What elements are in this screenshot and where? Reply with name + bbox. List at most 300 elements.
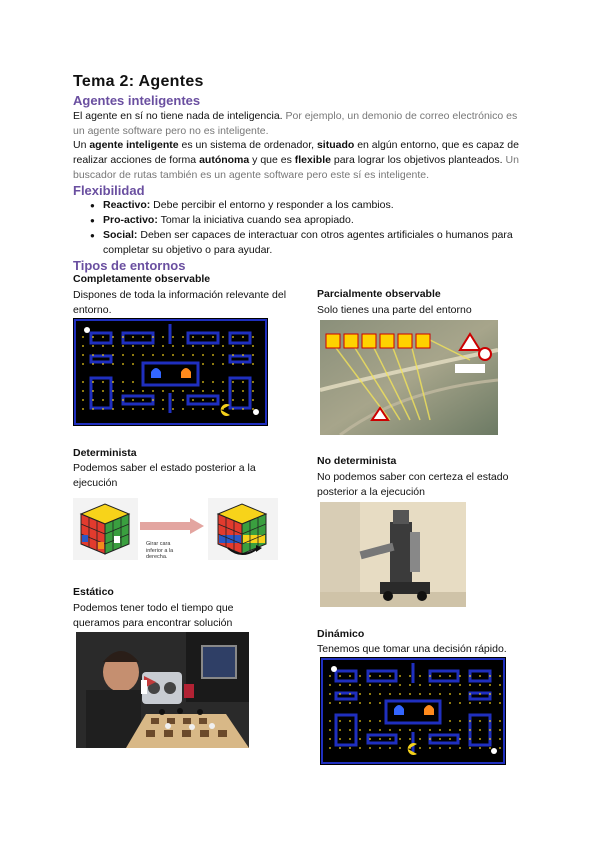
pellet-dot xyxy=(459,693,461,695)
pellet-dot xyxy=(112,381,114,383)
pellet-dot xyxy=(212,363,214,365)
pellet-dot xyxy=(242,399,244,401)
pellet-dot xyxy=(369,747,371,749)
term-agente-inteligente: agente inteligente xyxy=(89,139,179,151)
pellet-dot xyxy=(162,345,164,347)
pellet-dot xyxy=(489,720,491,722)
list-item-term: Social: xyxy=(103,229,138,241)
pellet-dot xyxy=(252,345,254,347)
pellet-dot xyxy=(162,390,164,392)
list-item-text: Debe percibir el entorno y responder a los cambios. xyxy=(150,199,394,211)
pellet-dot xyxy=(339,675,341,677)
pellet-dot xyxy=(122,390,124,392)
pellet-dot xyxy=(102,408,104,410)
list-item xyxy=(73,213,528,228)
pellet-dot xyxy=(339,747,341,749)
rubik-cube-after xyxy=(208,498,278,560)
pellet-dot xyxy=(459,702,461,704)
pellet-dot xyxy=(459,729,461,731)
pellet-dot xyxy=(379,738,381,740)
pellet-dot xyxy=(439,729,441,731)
pellet-dot xyxy=(152,390,154,392)
pellet-dot xyxy=(389,738,391,740)
env-desc-completamente: Dispones de toda la información relevante del entorno. xyxy=(73,289,287,316)
pellet-dot xyxy=(449,747,451,749)
pellet-dot xyxy=(359,729,361,731)
list-item-term: Pro-activo: xyxy=(103,214,158,226)
pellet-dot xyxy=(112,363,114,365)
paragraph-agente-inteligente xyxy=(73,138,528,183)
env-title-no-determinista: No determinista xyxy=(317,455,397,467)
pellet-dot xyxy=(439,693,441,695)
pellet-dot xyxy=(122,363,124,365)
pellet-dot xyxy=(252,381,254,383)
agente-example-2: Un buscador de rutas también es un agente software pero este sí es inteligente. xyxy=(73,154,519,181)
pellet-dot xyxy=(389,675,391,677)
pellet-dot xyxy=(429,738,431,740)
env-desc-estatico: Podemos tener todo el tiempo que queramos para encontrar solución xyxy=(73,602,234,629)
term-situado: situado xyxy=(316,139,355,151)
pellet-dot xyxy=(459,675,461,677)
pellet-dot xyxy=(389,729,391,731)
pellet-dot xyxy=(242,354,244,356)
pellet-dot xyxy=(429,693,431,695)
pellet-dot xyxy=(82,345,84,347)
pellet-dot xyxy=(459,720,461,722)
pellet-dot xyxy=(359,720,361,722)
pellet-dot xyxy=(82,390,84,392)
paragraph-agente-definicion xyxy=(73,109,528,139)
pellet-dot xyxy=(172,408,174,410)
pellet-dot xyxy=(122,381,124,383)
pellet-dot xyxy=(499,738,501,740)
text-fragment: para lograr los objetivos planteados. xyxy=(330,154,503,166)
pellet-dot xyxy=(202,354,204,356)
pellet-dot xyxy=(329,684,331,686)
pellet-dot xyxy=(202,390,204,392)
flexibilidad-list xyxy=(73,198,528,258)
pellet-dot xyxy=(132,381,134,383)
pellet-dot xyxy=(379,693,381,695)
pellet-dot xyxy=(349,738,351,740)
list-item xyxy=(73,198,528,213)
env-title-estatico: Estático xyxy=(73,586,114,598)
pellet-dot xyxy=(102,390,104,392)
pellet-dot xyxy=(112,345,114,347)
pellet-dot xyxy=(252,336,254,338)
pellet-dot xyxy=(242,381,244,383)
pellet-dot xyxy=(359,675,361,677)
pellet-dot xyxy=(399,738,401,740)
pellet-dot xyxy=(242,363,244,365)
pellet-dot xyxy=(479,693,481,695)
pellet-dot xyxy=(82,363,84,365)
rubik-cube-before xyxy=(73,498,138,560)
pellet-dot xyxy=(152,408,154,410)
pellet-dot xyxy=(172,336,174,338)
pellet-dot xyxy=(222,381,224,383)
pellet-dot xyxy=(212,336,214,338)
text-fragment: es un sistema de ordenador, xyxy=(178,139,317,151)
pellet-dot xyxy=(202,399,204,401)
pellet-dot xyxy=(112,390,114,392)
pellet-dot xyxy=(92,390,94,392)
pellet-dot xyxy=(92,408,94,410)
pellet-dot xyxy=(469,684,471,686)
pellet-dot xyxy=(429,675,431,677)
pellet-dot xyxy=(389,684,391,686)
pellet-dot xyxy=(329,738,331,740)
pellet-dot xyxy=(232,381,234,383)
pellet-dot xyxy=(192,336,194,338)
pellet-dot xyxy=(212,381,214,383)
pellet-dot xyxy=(409,738,411,740)
section-heading-entornos: Tipos de entornos xyxy=(73,258,186,273)
pellet-dot xyxy=(212,408,214,410)
pellet-dot xyxy=(132,399,134,401)
pellet-dot xyxy=(369,738,371,740)
pellet-dot xyxy=(102,381,104,383)
pellet-dot xyxy=(359,693,361,695)
pellet-dot xyxy=(112,354,114,356)
pellet-dot xyxy=(132,390,134,392)
pellet-dot xyxy=(379,729,381,731)
pellet-dot xyxy=(132,363,134,365)
pellet-dot xyxy=(489,675,491,677)
pellet-dot xyxy=(92,381,94,383)
pellet-dot xyxy=(202,345,204,347)
pellet-dot xyxy=(459,738,461,740)
pellet-dot xyxy=(419,693,421,695)
arrow-right-icon xyxy=(140,518,205,534)
agente-example: Por ejemplo, un demonio de correo electrónico es un agente software pero no es inteligente. xyxy=(73,110,518,137)
text-fragment: en algún entorno, que es capaz de realizar acciones de forma xyxy=(73,139,519,166)
pellet-dot xyxy=(252,363,254,365)
pellet-dot xyxy=(399,675,401,677)
pellet-dot xyxy=(162,399,164,401)
pellet-dot xyxy=(389,747,391,749)
pellet-dot xyxy=(349,675,351,677)
pellet-dot xyxy=(329,729,331,731)
pellet-dot xyxy=(192,408,194,410)
pellet-dot xyxy=(339,684,341,686)
pellet-dot xyxy=(469,738,471,740)
env-title-determinista: Determinista xyxy=(73,447,137,459)
pellet-dot xyxy=(329,720,331,722)
env-desc-determinista: Podemos saber el estado posterior a la ejecución xyxy=(73,462,256,489)
pellet-dot xyxy=(369,702,371,704)
pellet-dot xyxy=(479,702,481,704)
pellet-dot xyxy=(182,408,184,410)
pellet-dot xyxy=(152,399,154,401)
pellet-dot xyxy=(479,729,481,731)
pellet-dot xyxy=(369,684,371,686)
page-title: Tema 2: Agentes xyxy=(73,73,204,90)
pellet-dot xyxy=(182,345,184,347)
pellet-dot xyxy=(469,702,471,704)
pellet-dot xyxy=(379,684,381,686)
pellet-dot xyxy=(449,720,451,722)
chess-match-icon xyxy=(76,632,249,748)
pellet-dot xyxy=(122,354,124,356)
pellet-dot xyxy=(182,354,184,356)
pellet-dot xyxy=(162,336,164,338)
pellet-dot xyxy=(132,354,134,356)
pellet-dot xyxy=(152,345,154,347)
pellet-dot xyxy=(419,747,421,749)
pellet-dot xyxy=(379,675,381,677)
pellet-dot xyxy=(212,390,214,392)
pellet-dot xyxy=(132,336,134,338)
env-title-parcialmente: Parcialmente observable xyxy=(317,288,441,300)
pellet-dot xyxy=(369,720,371,722)
transition-arrow xyxy=(140,518,205,558)
pellet-dot xyxy=(429,747,431,749)
pellet-dot xyxy=(232,363,234,365)
pellet-dot xyxy=(132,408,134,410)
text-fragment: y que es xyxy=(249,154,295,166)
pellet-dot xyxy=(192,354,194,356)
pellet-dot xyxy=(162,408,164,410)
pellet-dot xyxy=(409,684,411,686)
pellet-dot xyxy=(82,381,84,383)
pellet-dot xyxy=(439,738,441,740)
pellet-dot xyxy=(489,693,491,695)
pellet-dot xyxy=(102,363,104,365)
pellet-dot xyxy=(252,408,254,410)
pellet-dot xyxy=(399,684,401,686)
pellet-dot xyxy=(499,729,501,731)
pellet-dot xyxy=(142,336,144,338)
pellet-dot xyxy=(479,747,481,749)
env-title-completamente: Completamente observable xyxy=(73,273,211,285)
list-item-text: Tomar la iniciativa cuando sea apropiado. xyxy=(157,214,354,226)
pellet-dot xyxy=(479,675,481,677)
pellet-dot xyxy=(479,738,481,740)
pellet-dot xyxy=(222,390,224,392)
pellet-dot xyxy=(142,399,144,401)
chess-photo xyxy=(76,632,249,748)
pellet-dot xyxy=(429,729,431,731)
pellet-dot xyxy=(449,675,451,677)
pellet-dot xyxy=(489,747,491,749)
pellet-dot xyxy=(222,399,224,401)
pellet-dot xyxy=(379,720,381,722)
pellet-dot xyxy=(469,675,471,677)
pellet-dot xyxy=(479,720,481,722)
pellet-dot xyxy=(449,684,451,686)
term-autonoma: autónoma xyxy=(199,154,250,166)
pellet-dot xyxy=(222,354,224,356)
pellet-dot xyxy=(112,336,114,338)
rubik-cube-icon xyxy=(208,498,278,560)
rubik-cube-icon xyxy=(73,498,138,560)
pellet-dot xyxy=(82,399,84,401)
pellet-dot xyxy=(222,345,224,347)
pellet-dot xyxy=(399,747,401,749)
pellet-dot xyxy=(122,336,124,338)
pellet-dot xyxy=(329,693,331,695)
pellet-dot xyxy=(122,408,124,410)
pellet-dot xyxy=(369,693,371,695)
pellet-dot xyxy=(222,336,224,338)
aerial-map-icon xyxy=(320,320,498,435)
arrow-caption: Girar cara inferior a la derecha. xyxy=(146,541,174,558)
pellet-dot xyxy=(349,720,351,722)
pellet-dot xyxy=(449,738,451,740)
pellet-dot xyxy=(419,684,421,686)
pellet-dot xyxy=(499,747,501,749)
pellet-dot xyxy=(232,345,234,347)
pellet-dot xyxy=(339,720,341,722)
pellet-dot xyxy=(102,399,104,401)
pellet-dot xyxy=(489,702,491,704)
pellet-dot xyxy=(459,684,461,686)
pellet-dot xyxy=(232,354,234,356)
pellet-dot xyxy=(242,345,244,347)
pellet-dot xyxy=(379,702,381,704)
pellet-dot xyxy=(242,390,244,392)
pellet-dot xyxy=(339,729,341,731)
pellet-dot xyxy=(469,693,471,695)
pacman-maze-icon xyxy=(73,318,268,426)
aerial-map-image xyxy=(320,320,498,435)
pellet-dot xyxy=(449,693,451,695)
robot-icon xyxy=(320,502,466,607)
list-item-term: Reactivo: xyxy=(103,199,151,211)
pellet-dot xyxy=(409,693,411,695)
pellet-dot xyxy=(499,702,501,704)
pellet-dot xyxy=(182,336,184,338)
pellet-dot xyxy=(202,336,204,338)
pellet-dot xyxy=(232,336,234,338)
pellet-dot xyxy=(172,390,174,392)
pellet-dot xyxy=(419,675,421,677)
pellet-dot xyxy=(339,738,341,740)
section-heading-agentes: Agentes inteligentes xyxy=(73,93,201,108)
list-item-text: Deben ser capaces de interactuar con otros agentes artificiales o humanos para completar su objetivo o para ayudar. xyxy=(103,229,513,256)
pellet-dot xyxy=(172,345,174,347)
pellet-dot xyxy=(102,345,104,347)
pellet-dot xyxy=(379,747,381,749)
list-item xyxy=(73,228,528,258)
pellet-dot xyxy=(182,390,184,392)
pellet-dot xyxy=(162,354,164,356)
pellet-dot xyxy=(349,702,351,704)
pacman-image-2 xyxy=(320,657,506,765)
pellet-dot xyxy=(192,399,194,401)
pellet-dot xyxy=(369,675,371,677)
pellet-dot xyxy=(359,747,361,749)
pellet-dot xyxy=(212,399,214,401)
pellet-dot xyxy=(82,354,84,356)
pellet-dot xyxy=(399,729,401,731)
pellet-dot xyxy=(359,702,361,704)
pellet-dot xyxy=(242,408,244,410)
pellet-dot xyxy=(232,399,234,401)
pellet-dot xyxy=(469,747,471,749)
pellet-dot xyxy=(349,684,351,686)
pellet-dot xyxy=(202,363,204,365)
pellet-dot xyxy=(489,684,491,686)
pellet-dot xyxy=(419,729,421,731)
pellet-dot xyxy=(112,408,114,410)
pacman-image-1 xyxy=(73,318,268,426)
pellet-dot xyxy=(92,354,94,356)
pellet-dot xyxy=(202,381,204,383)
pellet-dot xyxy=(102,354,104,356)
pellet-dot xyxy=(192,345,194,347)
pellet-dot xyxy=(132,345,134,347)
pellet-dot xyxy=(92,345,94,347)
pellet-dot xyxy=(429,684,431,686)
pellet-dot xyxy=(419,738,421,740)
pellet-dot xyxy=(92,363,94,365)
pellet-dot xyxy=(122,345,124,347)
pellet-dot xyxy=(349,693,351,695)
pellet-dot xyxy=(212,345,214,347)
section-heading-flexibilidad: Flexibilidad xyxy=(73,183,145,198)
pellet-dot xyxy=(142,345,144,347)
pellet-dot xyxy=(232,408,234,410)
pellet-dot xyxy=(202,408,204,410)
text-fragment: Un xyxy=(73,139,90,151)
pellet-dot xyxy=(329,747,331,749)
pellet-dot xyxy=(469,729,471,731)
pellet-dot xyxy=(92,399,94,401)
pellet-dot xyxy=(449,729,451,731)
pellet-dot xyxy=(499,675,501,677)
pellet-dot xyxy=(212,354,214,356)
pellet-dot xyxy=(489,729,491,731)
pellet-dot xyxy=(499,693,501,695)
pellet-dot xyxy=(499,684,501,686)
env-desc-parcialmente: Solo tienes una parte del entorno xyxy=(317,304,472,316)
pellet-dot xyxy=(439,675,441,677)
pellet-dot xyxy=(82,408,84,410)
pellet-dot xyxy=(112,399,114,401)
pellet-dot xyxy=(349,729,351,731)
pellet-dot xyxy=(82,336,84,338)
pellet-dot xyxy=(102,336,104,338)
pellet-dot xyxy=(369,729,371,731)
pellet-dot xyxy=(339,702,341,704)
pellet-dot xyxy=(92,336,94,338)
pellet-dot xyxy=(172,399,174,401)
pellet-dot xyxy=(329,675,331,677)
pellet-dot xyxy=(122,399,124,401)
pellet-dot xyxy=(152,354,154,356)
pellet-dot xyxy=(172,354,174,356)
pellet-dot xyxy=(459,747,461,749)
pellet-dot xyxy=(439,747,441,749)
agente-text: El agente en sí no tiene nada de inteligencia. xyxy=(73,110,283,122)
pellet-dot xyxy=(222,363,224,365)
env-desc-dinamico: Tenemos que tomar una decisión rápido. xyxy=(317,643,507,655)
pellet-dot xyxy=(439,684,441,686)
pellet-dot xyxy=(409,675,411,677)
pellet-dot xyxy=(192,390,194,392)
pellet-dot xyxy=(182,399,184,401)
pellet-dot xyxy=(252,354,254,356)
pellet-dot xyxy=(339,693,341,695)
pellet-dot xyxy=(449,702,451,704)
pellet-dot xyxy=(359,684,361,686)
pellet-dot xyxy=(232,390,234,392)
pellet-dot xyxy=(389,693,391,695)
pellet-dot xyxy=(252,390,254,392)
robot-image xyxy=(320,502,466,607)
